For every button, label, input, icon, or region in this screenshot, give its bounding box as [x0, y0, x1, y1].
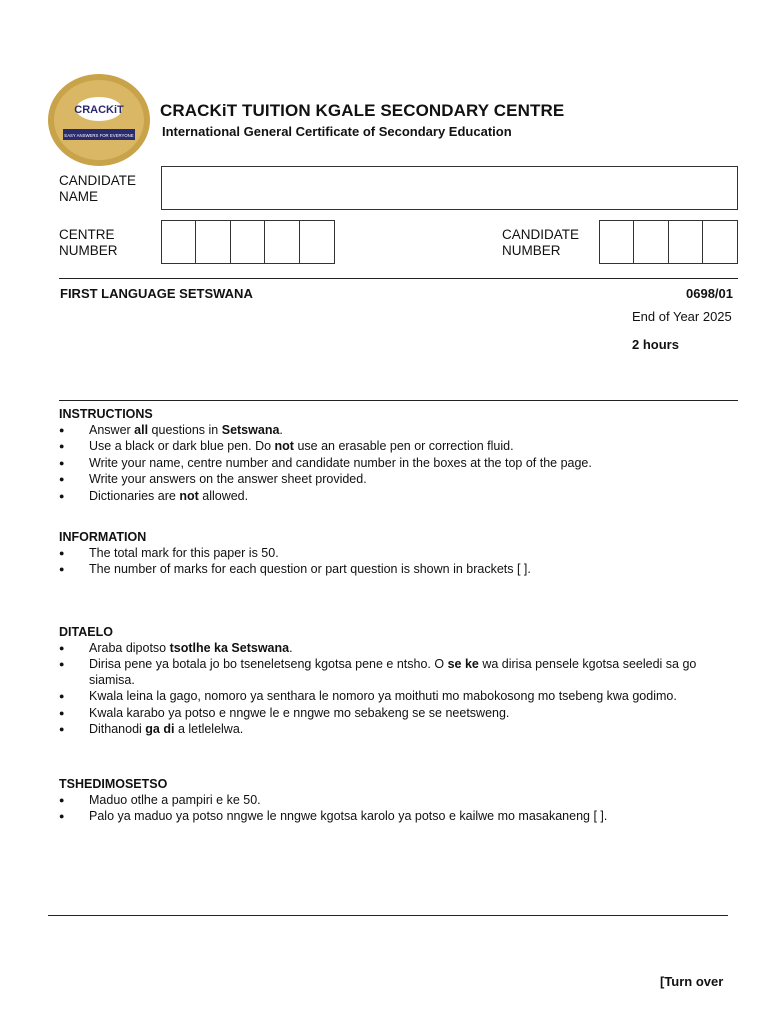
digit-box[interactable] [265, 221, 299, 263]
information-list [59, 546, 699, 578]
list-item: ● The total mark for this paper is 50. [59, 546, 699, 562]
section-heading: INFORMATION [59, 530, 147, 544]
digit-box[interactable] [703, 221, 737, 263]
digit-box[interactable] [634, 221, 668, 263]
candidate-name-label: CANDIDATE NAME [59, 173, 137, 204]
list-item: ● Maduo otlhe a pampiri e ke 50. [59, 793, 699, 809]
information-section [59, 530, 699, 578]
list-item: ● Kwala leina la gago, nomoro ya senthara le nomoro ya moithuti mo mabokosong mo tsebeng kwa godimo. [59, 689, 699, 705]
list-item: ● Answer all questions in Setswana. [59, 423, 699, 439]
list-item: ● Dithanodi ga di a letlelelwa. [59, 722, 699, 738]
exam-duration: 2 hours [632, 337, 679, 352]
digit-box[interactable] [162, 221, 196, 263]
centre-number-label: CENTRE NUMBER [59, 227, 118, 258]
candidate-name-box[interactable] [161, 166, 738, 210]
list-item: ● Dirisa pene ya botala jo bo tseneletseng kgotsa pene e ntsho. O se ke wa dirisa pensele kgotsa seeledi sa go siamisa. [59, 657, 699, 688]
tshedimosetso-section [59, 777, 699, 825]
ditaelo-list [59, 641, 699, 738]
paper-code: 0698/01 [686, 286, 733, 301]
digit-box[interactable] [196, 221, 230, 263]
tshedimosetso-list [59, 793, 699, 825]
candidate-number-label: CANDIDATE NUMBER [502, 227, 580, 258]
list-item: ● Dictionaries are not allowed. [59, 489, 699, 505]
digit-box[interactable] [300, 221, 334, 263]
instructions-section [59, 407, 699, 504]
turn-over-label: [Turn over [660, 974, 724, 989]
logo-word: CRACKiT [74, 104, 124, 116]
section-heading: INSTRUCTIONS [59, 407, 153, 421]
digit-box[interactable] [669, 221, 703, 263]
exam-session: End of Year 2025 [632, 309, 732, 324]
centre-logo [47, 73, 151, 167]
digit-box[interactable] [231, 221, 265, 263]
list-item: ● The number of marks for each question or part question is shown in brackets [ ]. [59, 562, 699, 578]
list-item: ● Palo ya maduo ya potso nngwe le nngwe kgotsa karolo ya potso e kailwe mo masakaneng [ ]. [59, 809, 699, 825]
divider [59, 400, 738, 401]
centre-name: CRACKiT TUITION KGALE SECONDARY CENTRE [160, 101, 565, 120]
section-heading: DITAELO [59, 625, 113, 639]
list-item: ● Write your answers on the answer sheet provided. [59, 472, 699, 488]
list-item: ● Araba dipotso tsotlhe ka Setswana. [59, 641, 699, 657]
divider [59, 278, 738, 279]
centre-number-boxes[interactable] [161, 220, 335, 264]
list-item: ● Use a black or dark blue pen. Do not use an erasable pen or correction fluid. [59, 439, 699, 455]
footer-divider [48, 915, 728, 916]
candidate-number-boxes[interactable] [599, 220, 738, 264]
list-item: ● Kwala karabo ya potso e nngwe le e nngwe mo sebakeng se se neetsweng. [59, 706, 699, 722]
section-heading: TSHEDIMOSETSO [59, 777, 168, 791]
logo-tagline: EASY ANSWERS FOR EVERYONE [64, 133, 134, 138]
list-item: ● Write your name, centre number and candidate number in the boxes at the top of the page. [59, 456, 699, 472]
subject-title: FIRST LANGUAGE SETSWANA [60, 286, 253, 301]
qualification-title: International General Certificate of Secondary Education [162, 124, 512, 139]
ditaelo-section [59, 625, 699, 738]
digit-box[interactable] [600, 221, 634, 263]
instructions-list [59, 423, 699, 505]
